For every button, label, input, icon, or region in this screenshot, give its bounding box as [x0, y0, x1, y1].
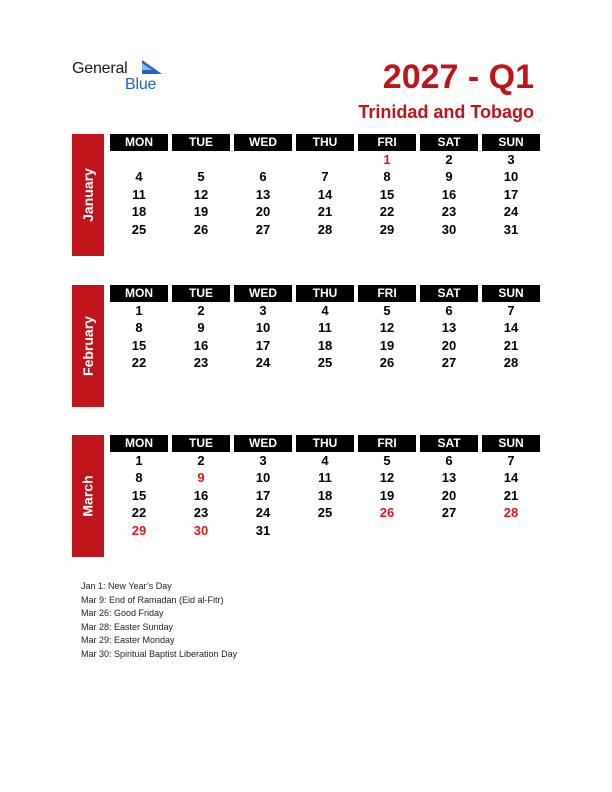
day-cell: 12 — [379, 470, 395, 486]
weekday-header-thu: THU — [296, 285, 354, 302]
weekday-header-tue: TUE — [172, 435, 230, 452]
day-cell: 21 — [503, 487, 519, 503]
weekday-header-sun: SUN — [482, 435, 540, 452]
day-cell: 18 — [317, 337, 333, 353]
day-cell: 21 — [317, 204, 333, 220]
day-cell: 22 — [131, 505, 147, 521]
holiday-note: Mar 26: Good Friday — [81, 608, 164, 618]
day-cell: 11 — [318, 320, 332, 336]
day-cell: 14 — [317, 186, 333, 202]
week-row — [110, 302, 540, 319]
day-cell: 15 — [131, 487, 147, 503]
day-cell: 25 — [317, 505, 333, 521]
weekday-header-mon: MON — [110, 134, 168, 151]
day-cell: 9 — [197, 470, 205, 486]
month-label: February — [80, 316, 97, 376]
day-cell: 7 — [507, 453, 515, 468]
weekday-header-row — [110, 285, 540, 302]
day-cell: 28 — [503, 505, 519, 521]
empty-day-cell — [234, 151, 292, 168]
day-cell: 15 — [379, 186, 395, 202]
week-row — [110, 452, 540, 469]
day-cell: 27 — [441, 505, 457, 521]
month-label-bar — [72, 134, 104, 256]
weekday-header-sun: SUN — [482, 134, 540, 151]
holiday-note: Mar 28: Easter Sunday — [81, 621, 174, 632]
day-cell: 1 — [135, 453, 143, 468]
day-cell: 8 — [135, 470, 143, 486]
holiday-note: Mar 9: End of Ramadan (Eid al-Fitr) — [81, 594, 224, 605]
day-cell: 29 — [131, 522, 147, 538]
day-cell: 11 — [132, 186, 146, 202]
day-cell: 14 — [503, 470, 519, 486]
day-cell: 16 — [441, 186, 457, 202]
week-row — [110, 487, 540, 504]
week-row — [110, 319, 540, 336]
day-cell: 9 — [197, 320, 205, 336]
weekday-header-fri: FRI — [358, 285, 416, 302]
day-cell: 31 — [503, 221, 519, 237]
day-cell: 23 — [193, 505, 209, 521]
empty-day-cell — [296, 151, 354, 168]
day-cell: 28 — [317, 221, 333, 237]
day-cell: 24 — [255, 355, 271, 371]
empty-day-cell — [420, 522, 478, 539]
day-cell: 15 — [131, 337, 147, 353]
month-january — [72, 134, 540, 256]
day-cell: 27 — [255, 221, 271, 237]
day-cell: 12 — [379, 320, 395, 336]
day-cell: 27 — [441, 355, 457, 371]
weekday-header-thu: THU — [296, 134, 354, 151]
day-cell: 7 — [507, 303, 515, 318]
day-cell: 28 — [503, 355, 519, 371]
logo-general-text: General — [72, 60, 128, 77]
country-name: Trinidad and Tobago — [358, 102, 534, 122]
day-cell: 10 — [503, 169, 519, 185]
holiday-note: Jan 1: New Year’s Day — [81, 581, 172, 591]
day-cell: 31 — [255, 522, 271, 538]
day-cell: 3 — [259, 303, 267, 318]
weekday-header-mon: MON — [110, 435, 168, 452]
month-february — [72, 285, 540, 407]
weekday-header-thu: THU — [296, 435, 354, 452]
day-cell: 6 — [445, 453, 453, 468]
day-cell: 19 — [193, 204, 209, 220]
week-row — [110, 186, 540, 203]
weekday-header-sat: SAT — [420, 435, 478, 452]
week-row — [110, 221, 540, 238]
holiday-note: Mar 30: Spiritual Baptist Liberation Day — [81, 648, 238, 659]
day-cell: 18 — [131, 204, 147, 220]
week-row — [110, 203, 540, 220]
weekday-header-wed: WED — [234, 134, 292, 151]
day-cell: 9 — [445, 169, 453, 185]
day-cell: 13 — [441, 470, 457, 486]
day-cell: 1 — [383, 152, 391, 167]
day-cell: 17 — [255, 337, 271, 353]
day-cell: 7 — [321, 169, 329, 185]
day-cell: 6 — [445, 303, 453, 318]
day-cell: 1 — [135, 303, 143, 318]
day-cell: 30 — [441, 221, 457, 237]
day-cell: 24 — [503, 204, 519, 220]
holiday-notes — [81, 580, 237, 661]
empty-day-cell — [172, 151, 230, 168]
empty-day-cell — [358, 522, 416, 539]
day-cell: 24 — [255, 505, 271, 521]
month-label: March — [80, 475, 97, 517]
day-cell: 8 — [135, 320, 143, 336]
weekday-header-sat: SAT — [420, 285, 478, 302]
day-cell: 26 — [379, 505, 395, 521]
day-cell: 4 — [321, 303, 329, 318]
day-cell: 17 — [503, 186, 519, 202]
weekday-header-mon: MON — [110, 285, 168, 302]
day-cell: 16 — [193, 337, 209, 353]
week-row — [110, 469, 540, 486]
week-row — [110, 354, 540, 371]
month-label-bar — [72, 285, 104, 407]
day-cell: 8 — [383, 169, 391, 185]
day-cell: 16 — [193, 487, 209, 503]
page-title: 2027 - Q1 — [382, 58, 534, 96]
day-cell: 26 — [379, 355, 395, 371]
day-cell: 20 — [441, 337, 457, 353]
day-cell: 2 — [445, 152, 453, 167]
weekday-header-wed: WED — [234, 285, 292, 302]
day-cell: 23 — [193, 355, 209, 371]
week-row — [110, 522, 540, 539]
day-cell: 4 — [135, 169, 143, 185]
weekday-header-sun: SUN — [482, 285, 540, 302]
logo-blue-text: Blue — [125, 76, 157, 93]
day-cell: 19 — [379, 337, 395, 353]
day-cell: 25 — [317, 355, 333, 371]
logo-triangle-icon — [140, 60, 162, 76]
day-cell: 12 — [193, 186, 209, 202]
day-cell: 10 — [255, 320, 271, 336]
day-cell: 23 — [441, 204, 457, 220]
day-cell: 18 — [317, 487, 333, 503]
day-cell: 30 — [193, 522, 209, 538]
calendar-grid — [110, 435, 540, 539]
brand-logo — [72, 58, 182, 98]
day-cell: 25 — [131, 221, 147, 237]
day-cell: 17 — [255, 487, 271, 503]
week-row — [110, 504, 540, 521]
weekday-header-row — [110, 134, 540, 151]
week-row — [110, 337, 540, 354]
empty-day-cell — [482, 522, 540, 539]
day-cell: 26 — [193, 221, 209, 237]
day-cell: 5 — [197, 169, 205, 185]
empty-day-cell — [110, 151, 168, 168]
day-cell: 2 — [197, 303, 205, 318]
week-row — [110, 151, 540, 168]
week-row — [110, 168, 540, 185]
day-cell: 13 — [255, 186, 271, 202]
weekday-header-wed: WED — [234, 435, 292, 452]
weekday-header-tue: TUE — [172, 285, 230, 302]
month-label-bar — [72, 435, 104, 557]
day-cell: 14 — [503, 320, 519, 336]
empty-day-cell — [296, 522, 354, 539]
holiday-note: Mar 29: Easter Monday — [81, 635, 175, 645]
weekday-header-fri: FRI — [358, 435, 416, 452]
day-cell: 5 — [383, 303, 391, 318]
day-cell: 5 — [383, 453, 391, 468]
day-cell: 4 — [321, 453, 329, 468]
day-cell: 2 — [197, 453, 205, 468]
day-cell: 13 — [441, 320, 457, 336]
day-cell: 22 — [131, 355, 147, 371]
weekday-header-tue: TUE — [172, 134, 230, 151]
day-cell: 20 — [441, 487, 457, 503]
day-cell: 6 — [259, 169, 267, 185]
month-march — [72, 435, 540, 557]
day-cell: 11 — [318, 470, 332, 486]
month-label: January — [80, 168, 97, 222]
weekday-header-row — [110, 435, 540, 452]
day-cell: 3 — [507, 152, 515, 167]
calendar-grid — [110, 134, 540, 238]
calendar-grid — [110, 285, 540, 372]
day-cell: 10 — [255, 470, 271, 486]
weekday-header-sat: SAT — [420, 134, 478, 151]
day-cell: 29 — [379, 221, 395, 237]
day-cell: 19 — [379, 487, 395, 503]
day-cell: 22 — [379, 204, 395, 220]
day-cell: 21 — [503, 337, 519, 353]
day-cell: 3 — [259, 453, 267, 468]
weekday-header-fri: FRI — [358, 134, 416, 151]
day-cell: 20 — [255, 204, 271, 220]
